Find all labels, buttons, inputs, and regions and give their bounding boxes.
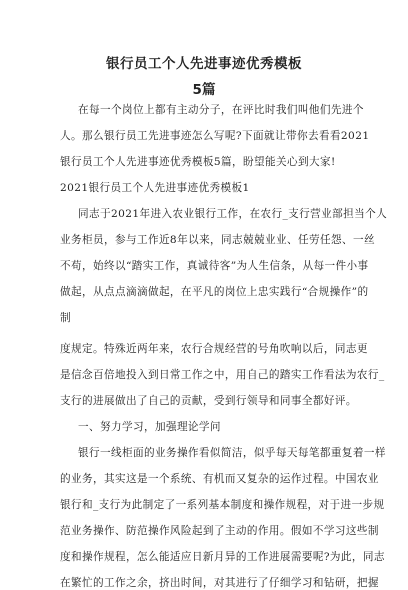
paragraph-line: 度规定。特殊近两年来，农行合规经营的号角吹响以后，同志更 [60,343,368,355]
paragraph-line: 在繁忙的工作之余，挤出时间，对其进行了仔细学习和钻研，把握 [60,577,379,589]
paragraph-line: 是信念百倍地投入到日常工作之中，用自己的踏实工作看法为农行_ [60,369,385,381]
paragraph-line: 支行的进展做出了自己的贡献，受到行领导和同事全都好评。 [60,395,357,407]
paragraph-line: 业务柜员，参与工作近8年以来，同志兢兢业业、任劳任怨、一丝 [60,234,375,246]
section-heading: 一、努力学习，加强理论学问 [78,421,221,433]
paragraph-line: 范业务操作、防范操作风险起到了主动的作用。假如不学习这些制 [60,525,379,537]
document-title: 银行员工个人先进事迹优秀模板 [106,56,302,72]
paragraph-line: 银行一线柜面的业务操作看似简洁，似乎每天每笔都重复着一样 [78,447,386,459]
paragraph-line: 制 [60,312,71,324]
paragraph-line: 人。那么银行员工先进事迹怎么写呢?下面就让带你去看看2021 [60,130,370,142]
paragraph-line: 不苟，始终以“踏实工作，真诚待客”为人生信条，从每一件小事 [60,260,369,272]
paragraph-line: 银行和_支行为此制定了一系列基本制度和操作规程，对于进一步规 [60,499,385,511]
paragraph-line: 做起，从点点滴滴做起，在平凡的岗位上忠实践行“合规操作”的 [60,286,369,298]
paragraph-line: 银行员工个人先进事迹优秀模板5篇，盼望能关心到大家! [60,156,336,168]
paragraph-line: 在每一个岗位上都有主动分子，在评比时我们叫他们先进个 [78,104,364,116]
document-subtitle: 5篇 [192,82,216,98]
paragraph-line: 的业务，其实这是一个系统、有机而又复杂的运作过程。中国农业 [60,473,379,485]
paragraph-line: 同志于2021年进入农业银行工作，在农行_支行营业部担当个人 [78,208,388,220]
paragraph-line: 度和操作规程，怎么能适应日新月异的工作进展需要呢?为此，同志 [60,551,385,563]
section-heading: 2021银行员工个人先进事迹优秀模板1 [60,182,250,194]
